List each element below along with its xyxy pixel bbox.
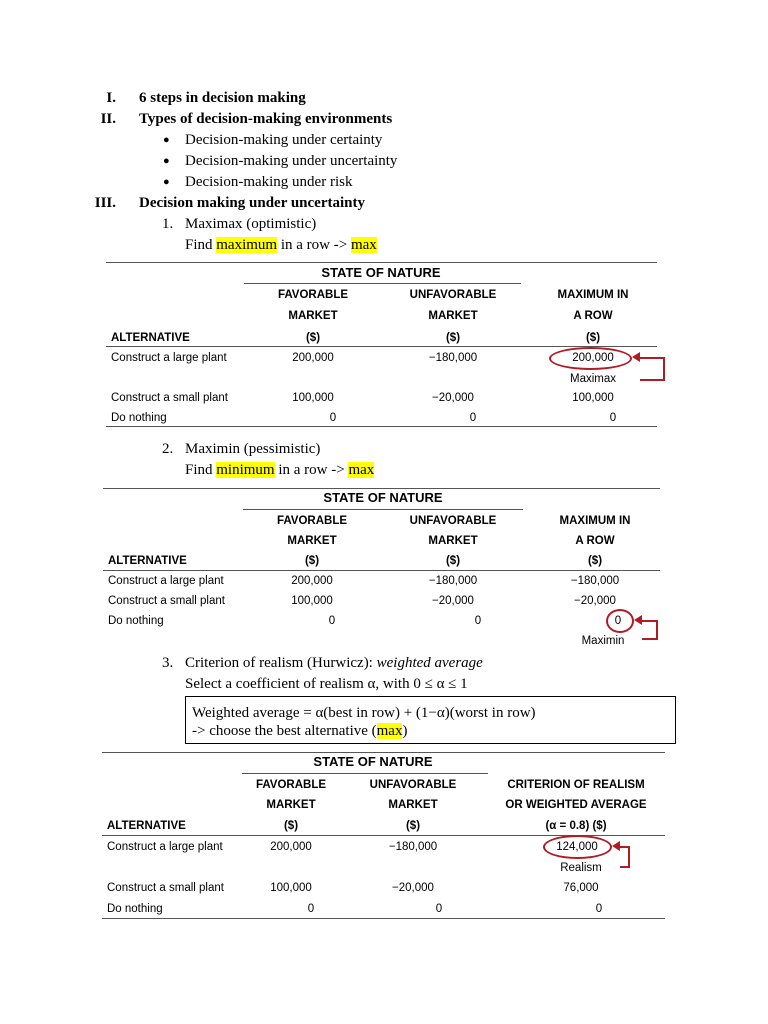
text-fragment: Criterion of realism (Hurwicz):: [185, 655, 377, 671]
text-fragment: in a row ->: [277, 237, 351, 253]
item-3-description: Select a coefficient of realism α, with 0 ≤ α ≤ 1: [185, 676, 468, 692]
text-fragment: -> choose the best alternative (: [192, 723, 377, 739]
column-header: FAVORABLE: [255, 779, 327, 791]
column-header: FAVORABLE: [276, 515, 348, 527]
bullet-icon: ●: [163, 155, 170, 167]
formula-line: Weighted average = α(best in row) + (1−α)(worst in row): [192, 705, 536, 721]
table-cell: 0: [307, 903, 315, 915]
column-header: MAXIMUM IN: [559, 515, 631, 527]
section-1-number: I.: [106, 90, 116, 106]
table-cell: 200,000: [291, 575, 333, 587]
annotation-label: Maximax: [569, 373, 617, 385]
text-fragment: in a row ->: [274, 462, 349, 478]
highlighted-text: max: [376, 723, 403, 739]
column-header: (α = 0.8) ($): [545, 820, 607, 832]
table-cell: Do nothing: [108, 615, 164, 627]
text-fragment: ): [402, 723, 408, 739]
table-cell: 200,000: [292, 352, 334, 364]
highlighted-text: max: [348, 462, 375, 478]
column-header: A ROW: [573, 310, 613, 322]
state-of-nature-heading: STATE OF NATURE: [313, 754, 433, 769]
table-cell: −20,000: [432, 595, 474, 607]
item-2-number: 2.: [162, 441, 174, 457]
table-cell: Construct a small plant: [108, 595, 225, 607]
column-header: OR WEIGHTED AVERAGE: [505, 799, 647, 811]
table-cell: Construct a small plant: [111, 392, 228, 404]
table-cell: 100,000: [292, 392, 334, 404]
table-cell: 100,000: [291, 595, 333, 607]
table-cell: Construct a large plant: [107, 841, 223, 853]
table-cell: 0: [474, 615, 482, 627]
table-cell: 200,000: [270, 841, 312, 853]
table-cell: Construct a large plant: [108, 575, 224, 587]
arrow-icon: [612, 841, 620, 851]
item-2-title: Maximin (pessimistic): [185, 441, 321, 457]
section-2-title: Types of decision-making environments: [139, 111, 393, 127]
bullet-item: Decision-making under risk: [185, 174, 353, 190]
table-cell: 0: [328, 615, 336, 627]
table-cell: −20,000: [392, 882, 434, 894]
column-header: MAXIMUM IN: [557, 289, 629, 301]
section-3-title: Decision making under uncertainty: [139, 195, 365, 211]
table-cell: 76,000: [563, 882, 599, 894]
bullet-icon: ●: [163, 134, 170, 146]
column-header: ($): [304, 555, 320, 567]
bullet-item: Decision-making under uncertainty: [185, 153, 398, 169]
table-cell: −180,000: [570, 575, 620, 587]
column-header: MARKET: [428, 310, 478, 322]
table-cell: 100,000: [270, 882, 312, 894]
column-header: UNFAVORABLE: [369, 779, 457, 791]
column-header: CRITERION OF REALISM: [507, 779, 645, 791]
section-3-number: III.: [94, 195, 116, 211]
table-rule: [102, 918, 665, 919]
table-cell: −180,000: [388, 841, 438, 853]
table-rule: [242, 773, 488, 774]
highlighted-text: minimum: [216, 462, 275, 478]
text-fragment: Find: [185, 462, 217, 478]
section-1-title: 6 steps in decision making: [139, 90, 306, 106]
column-header: UNFAVORABLE: [409, 289, 497, 301]
table-cell: Do nothing: [111, 412, 167, 424]
table-cell: Construct a large plant: [111, 352, 227, 364]
alternative-header: ALTERNATIVE: [107, 820, 186, 832]
bullet-item: Decision-making under certainty: [185, 132, 383, 148]
column-header: ($): [445, 555, 461, 567]
table-cell: Construct a small plant: [107, 882, 224, 894]
item-1-number: 1.: [162, 216, 174, 232]
column-header: ($): [283, 820, 299, 832]
state-of-nature-heading: STATE OF NATURE: [321, 265, 441, 280]
column-header: FAVORABLE: [277, 289, 349, 301]
column-header: MARKET: [288, 310, 338, 322]
table-cell: −180,000: [428, 352, 478, 364]
highlight-oval: [543, 835, 612, 859]
table-rule: [102, 752, 665, 753]
table-cell: 100,000: [572, 392, 614, 404]
table-cell: 200,000: [572, 352, 614, 364]
column-header: ($): [305, 332, 321, 344]
column-header: A ROW: [575, 535, 615, 547]
highlighted-text: maximum: [216, 237, 278, 253]
table-cell: 0: [469, 412, 477, 424]
column-header: UNFAVORABLE: [409, 515, 497, 527]
column-header: MARKET: [428, 535, 478, 547]
column-header: MARKET: [266, 799, 316, 811]
item-3-number: 3.: [162, 655, 174, 671]
bracket-arrow: [620, 846, 630, 868]
item-1-title: Maximax (optimistic): [185, 216, 317, 232]
table-cell: 0: [435, 903, 443, 915]
table-cell: −20,000: [574, 595, 616, 607]
table-cell: −20,000: [432, 392, 474, 404]
table-cell: 0: [329, 412, 337, 424]
annotation-label: Maximin: [581, 635, 625, 647]
table-cell: 124,000: [556, 841, 598, 853]
table-cell: Do nothing: [107, 903, 163, 915]
table-cell: 0: [609, 412, 617, 424]
section-2-number: II.: [100, 111, 116, 127]
table-cell: 0: [595, 903, 603, 915]
bullet-icon: ●: [163, 176, 170, 188]
italic-text: weighted average: [376, 655, 483, 671]
column-header: ($): [445, 332, 461, 344]
text-fragment: Find: [185, 237, 217, 253]
column-header: MARKET: [388, 799, 438, 811]
alternative-header: ALTERNATIVE: [108, 555, 187, 567]
column-header: ($): [587, 555, 603, 567]
column-header: MARKET: [287, 535, 337, 547]
table-cell: 0: [614, 615, 622, 627]
state-of-nature-heading: STATE OF NATURE: [323, 490, 443, 505]
highlighted-text: max: [350, 237, 377, 253]
table-cell: −180,000: [428, 575, 478, 587]
annotation-label: Realism: [560, 862, 602, 874]
column-header: ($): [585, 332, 601, 344]
alternative-header: ALTERNATIVE: [111, 332, 190, 344]
column-header: ($): [405, 820, 421, 832]
